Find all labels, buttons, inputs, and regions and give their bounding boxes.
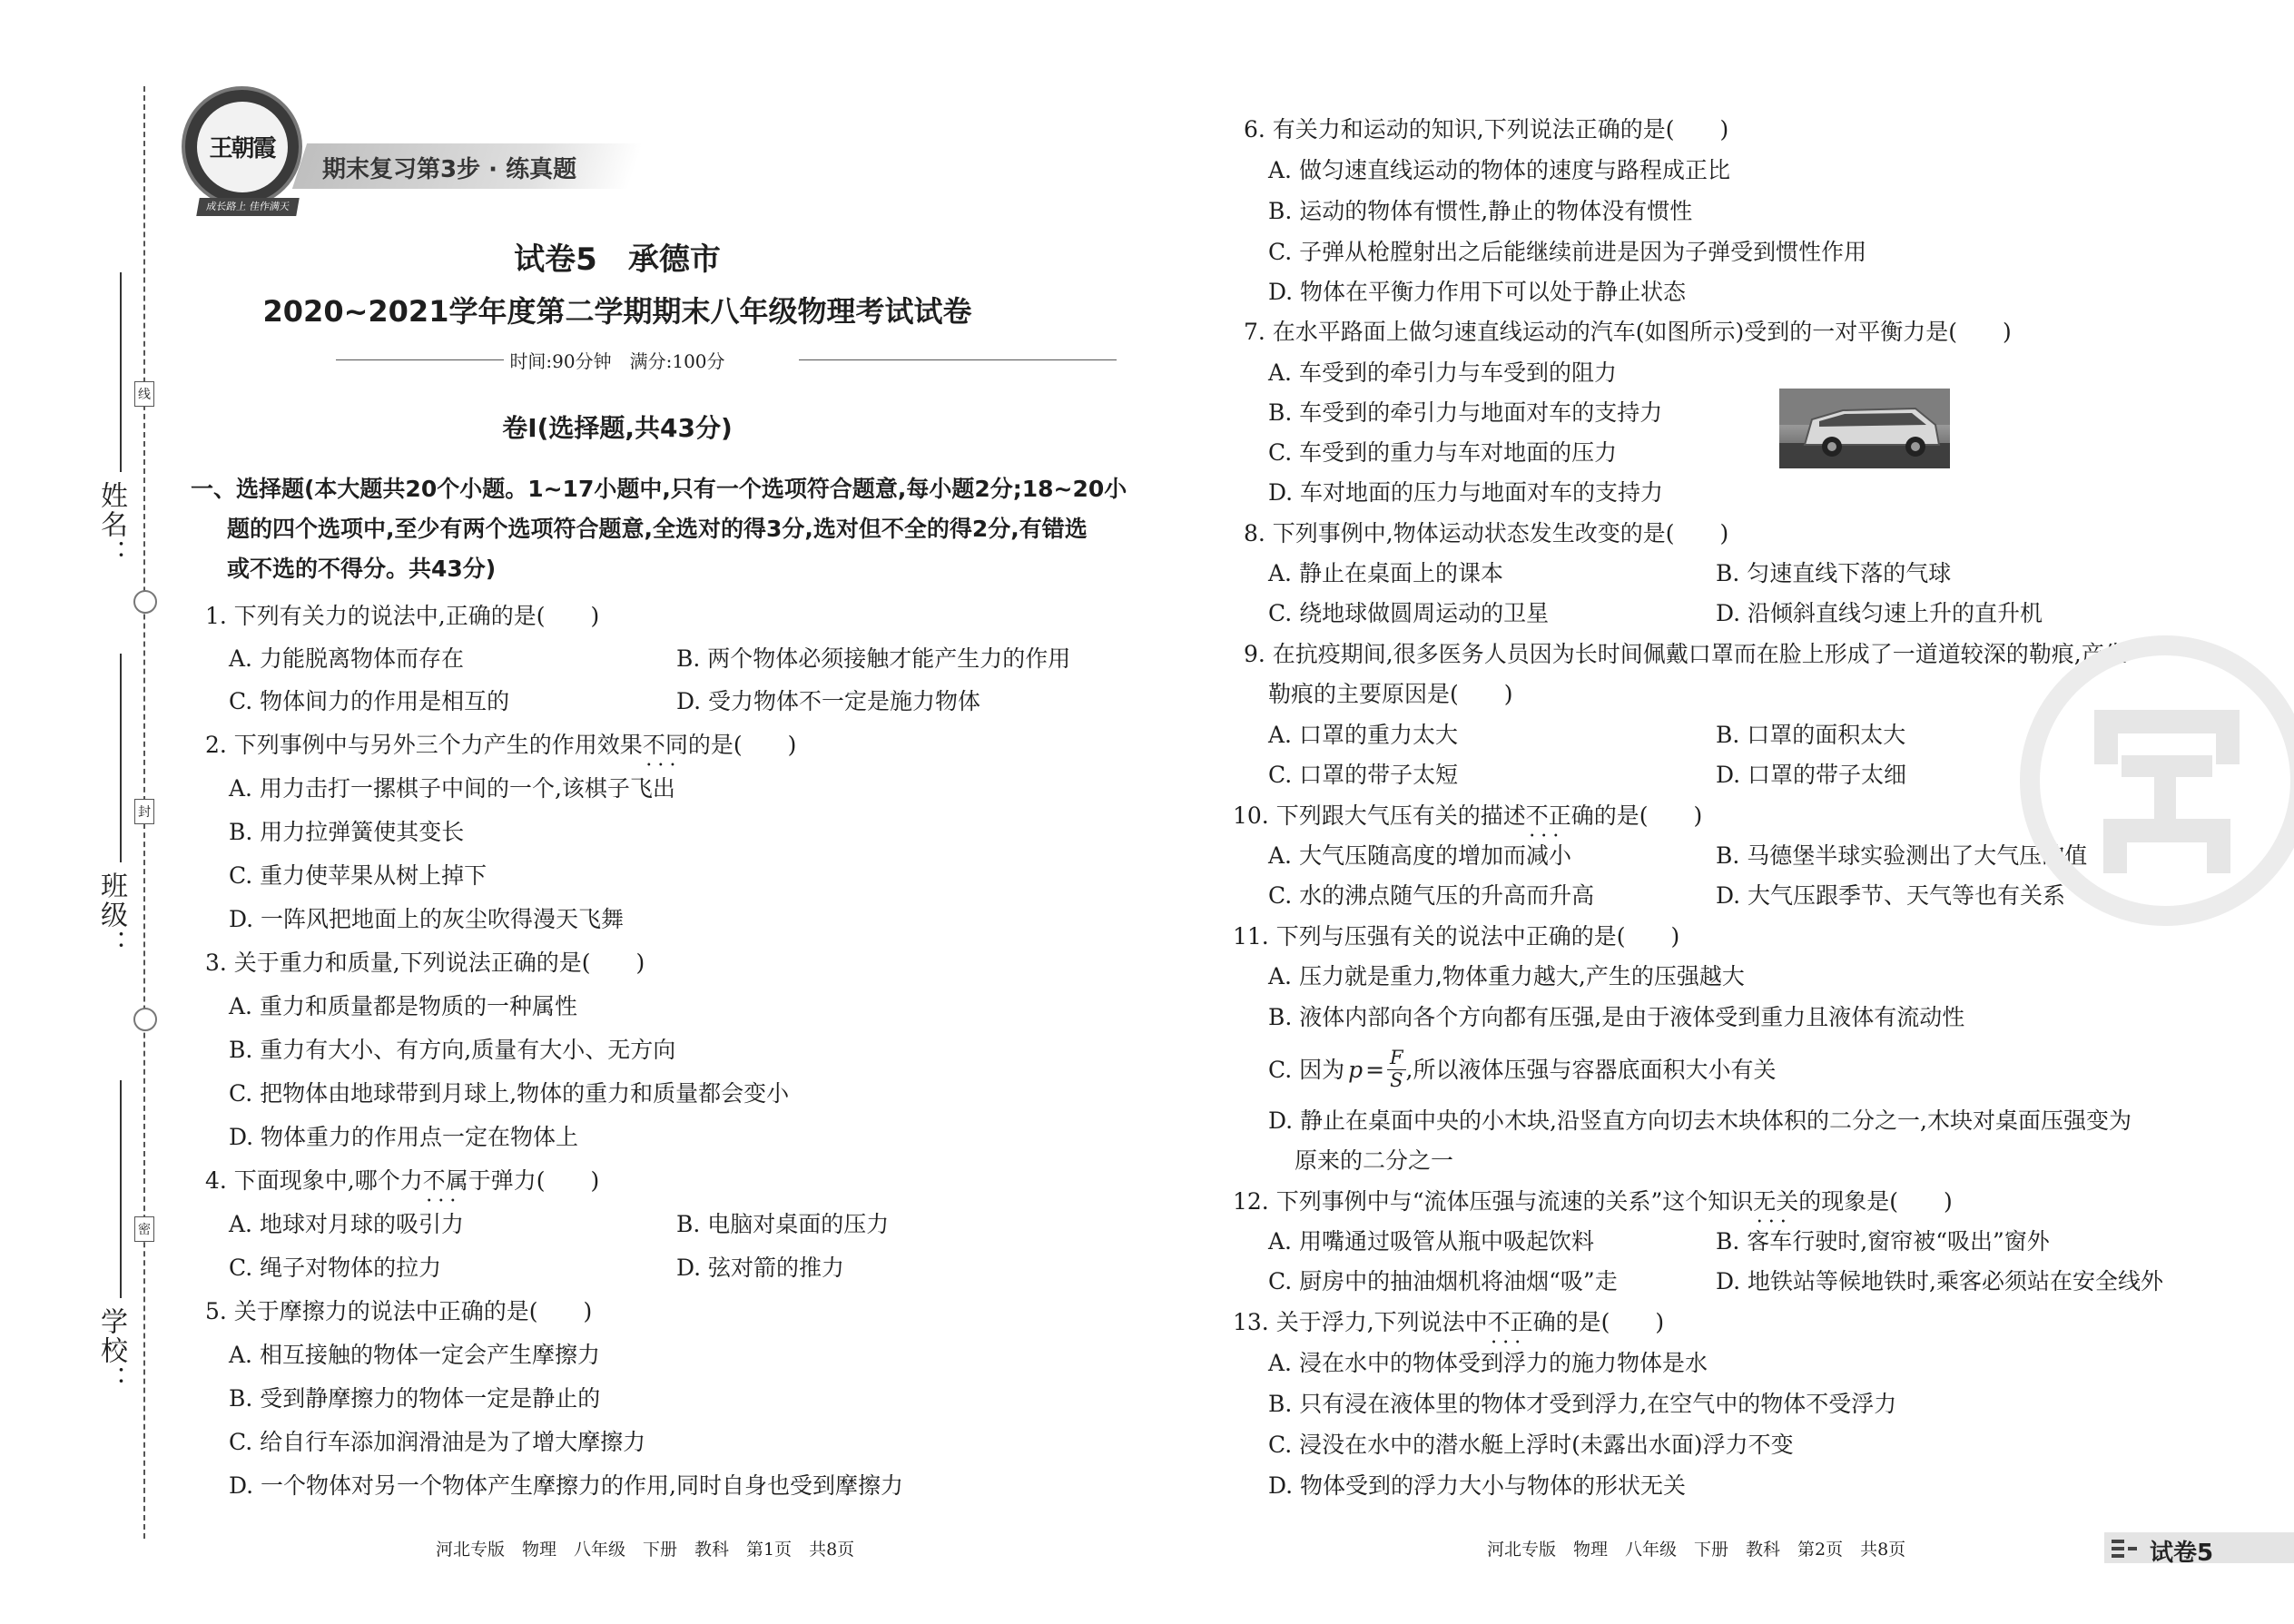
option-c	[1268, 1044, 1776, 1095]
stem-text: 13. 关于浮力,下列说法中	[1233, 1309, 1488, 1335]
option-a: A. 重力和质量都是物质的一种属性	[229, 993, 577, 1019]
paper-title: 试卷5 承德市	[514, 241, 721, 278]
option-b: B. 客车行驶时,窗帘被“吸出”窗外	[1716, 1228, 2050, 1255]
option-b: B. 受到静摩擦力的物体一定是静止的	[229, 1385, 601, 1412]
question-stem: 3. 关于重力和质量,下列说法正确的是( )	[205, 950, 645, 976]
option-d: D. 口罩的带子太细	[1716, 762, 1907, 788]
option-text: ,所以液体压强与容器底面积大小有关	[1405, 1056, 1777, 1083]
binding-mark-xian: 线	[134, 381, 154, 407]
question-stem	[1233, 1311, 1664, 1334]
school-label: 学校：	[95, 1307, 127, 1394]
question-stem: 8. 下列事例中,物体运动状态发生改变的是( )	[1244, 520, 1729, 546]
option-d: D. 物体在平衡力作用下可以处于静止状态	[1268, 279, 1687, 305]
option-c: C. 厨房中的抽油烟机将油烟“吸”走	[1268, 1268, 1618, 1294]
option-b: B. 马德堡半球实验测出了大气压的值	[1716, 842, 2088, 869]
section-title: 卷Ⅰ(选择题,共43分)	[502, 413, 733, 443]
school-field[interactable]	[120, 1080, 122, 1298]
option-a: A. 静止在桌面上的课本	[1268, 560, 1503, 586]
question-stem: 7. 在水平路面上做匀速直线运动的汽车(如图所示)受到的一对平衡力是( )	[1244, 319, 2012, 345]
option-d-cont: 原来的二分之一	[1295, 1147, 1454, 1174]
name-label: 姓名：	[95, 481, 127, 568]
binding-mark-feng: 封	[134, 799, 154, 824]
option-d: D. 静止在桌面中央的小木块,沿竖直方向切去木块体积的二分之一,木块对桌面压强变为	[1268, 1107, 2132, 1134]
option-d: D. 受力物体不一定是施力物体	[676, 688, 981, 714]
option-b: B. 用力拉弹簧使其变长	[229, 819, 465, 845]
option-a: A. 大气压随高度的增加而减小	[1268, 842, 1571, 869]
stem-emphasis: 不正确 • • •	[1488, 1309, 1556, 1335]
formula-denominator: S	[1387, 1069, 1405, 1091]
option-a: A. 用力击打一摞棋子中间的一个,该棋子飞出	[229, 775, 675, 802]
question-stem: 11. 下列与压强有关的说法中正确的是( )	[1233, 923, 1680, 950]
stem-text: 的是( )	[687, 732, 797, 758]
formula-fraction	[1387, 1048, 1405, 1090]
option-c: C. 浸没在水中的潜水艇上浮时(未露出水面)浮力不变	[1268, 1432, 1794, 1458]
option-b: B. 重力有大小、有方向,质量有大小、无方向	[229, 1037, 676, 1063]
stem-text: 的是( )	[1593, 802, 1703, 829]
option-a: A. 口罩的重力太大	[1268, 722, 1458, 748]
option-d: D. 一个物体对另一个物体产生摩擦力的作用,同时自身也受到摩擦力	[229, 1472, 903, 1499]
binding-hole-icon	[133, 590, 157, 614]
formula-p: p	[1348, 1056, 1364, 1083]
footer-tab	[2104, 1532, 2294, 1567]
option-c: C. 把物体由地球带到月球上,物体的重力和质量都会变小	[229, 1080, 790, 1107]
instructions-line: 一、选择题(本大题共20个小题。1~17小题中,只有一个选项符合题意,每小题2分;18~20小	[191, 476, 1127, 502]
option-c: C. 口罩的带子太短	[1268, 762, 1459, 788]
option-a: A. 车受到的牵引力与车受到的阻力	[1268, 359, 1617, 386]
class-label: 班级：	[95, 871, 127, 959]
option-c: C. 水的沸点随气压的升高而升高	[1268, 882, 1595, 909]
banner-text: 期末复习第3步 · 练真题	[322, 156, 577, 183]
option-b: B. 匀速直线下落的气球	[1716, 560, 1952, 586]
option-a: A. 地球对月球的吸引力	[229, 1211, 464, 1237]
option-d: D. 地铁站等候地铁时,乘客必须站在安全线外	[1716, 1268, 2163, 1294]
stem-text: 4. 下面现象中,哪个力	[205, 1167, 423, 1194]
option-d: D. 物体受到的浮力大小与物体的形状无关	[1268, 1472, 1687, 1499]
question-stem: 5. 关于摩擦力的说法中正确的是( )	[205, 1298, 593, 1324]
option-a: A. 浸在水中的物体受到浮力的施力物体是水	[1268, 1350, 1708, 1376]
question-stem: 1. 下列有关力的说法中,正确的是( )	[205, 603, 600, 629]
footer-tab-label: 试卷5	[2150, 1540, 2214, 1567]
option-a: A. 做匀速直线运动的物体的速度与路程成正比	[1268, 157, 1730, 183]
formula-numerator: F	[1390, 1047, 1403, 1069]
binding-hole-icon	[133, 1008, 157, 1031]
footer-right: 河北专版 物理 八年级 下册 教科 第2页 共8页	[1487, 1540, 1906, 1560]
option-d: D. 车对地面的压力与地面对车的支持力	[1268, 479, 1664, 506]
footer-left: 河北专版 物理 八年级 下册 教科 第1页 共8页	[436, 1540, 855, 1560]
stem-text: 12. 下列事例中与“流体压强与流速的关系”这个知识	[1233, 1188, 1754, 1215]
option-a: A. 力能脱离物体而存在	[229, 645, 464, 672]
question-stem: 6. 有关力和运动的知识,下列说法正确的是( )	[1244, 116, 1729, 143]
option-c: C. 子弹从枪膛射出之后能继续前进是因为子弹受到惯性作用	[1268, 239, 1867, 265]
option-a: A. 压力就是重力,物体重力越大,产生的压强越大	[1268, 963, 1745, 989]
logo-icon	[182, 86, 302, 207]
stem-emphasis: 不同 • • •	[643, 732, 688, 758]
option-d: D. 一阵风把地面上的灰尘吹得漫天飞舞	[229, 906, 625, 932]
instructions-line: 或不选的不得分。共43分)	[227, 556, 497, 582]
stem-emphasis: 不正确 • • •	[1526, 802, 1594, 829]
option-b: B. 车受到的牵引力与地面对车的支持力	[1268, 399, 1663, 426]
option-b: B. 运动的物体有惯性,静止的物体没有惯性	[1268, 198, 1693, 224]
stem-text: 10. 下列跟大气压有关的描述	[1233, 802, 1526, 829]
minivan-icon	[1779, 389, 1950, 468]
stem-emphasis: 无关 • • •	[1753, 1188, 1798, 1215]
question-stem	[205, 1169, 599, 1192]
option-c: C. 车受到的重力与车对地面的压力	[1268, 439, 1618, 466]
option-d: D. 大气压跟季节、天气等也有关系	[1716, 882, 2066, 909]
question-stem: 9. 在抗疫期间,很多医务人员因为长时间佩戴口罩而在脸上形成了一道道较深的勒痕,产生	[1244, 641, 2127, 667]
question-stem	[1233, 1190, 1953, 1213]
info-rule-right	[799, 359, 1117, 360]
paper-subtitle: 2020~2021学年度第二学期期末八年级物理考试试卷	[262, 294, 972, 329]
question-stem	[205, 733, 796, 756]
option-b: B. 口罩的面积太大	[1716, 722, 1906, 748]
stem-text: 2. 下列事例中与另外三个力产生的作用效果	[205, 732, 643, 758]
stem-text: 的是( )	[1555, 1309, 1665, 1335]
logo-ribbon: 成长路上 佳作满天	[196, 198, 300, 216]
question-stem: 勒痕的主要原因是( )	[1268, 681, 1513, 707]
stem-text: 弹力( )	[490, 1167, 600, 1194]
option-a: A. 用嘴通过吸管从瓶中吸起饮料	[1268, 1228, 1594, 1255]
car-image	[1779, 389, 1950, 468]
option-d: D. 沿倾斜直线匀速上升的直升机	[1716, 600, 2043, 626]
option-text: C. 因为	[1268, 1056, 1345, 1083]
option-c: C. 绳子对物体的拉力	[229, 1255, 442, 1281]
option-c: C. 给自行车添加润滑油是为了增大摩擦力	[229, 1429, 646, 1455]
class-field[interactable]	[120, 654, 122, 862]
stem-emphasis: 不属于 • • •	[423, 1167, 491, 1194]
stem-text: 的现象是( )	[1798, 1188, 1953, 1215]
option-b: B. 电脑对桌面的压力	[676, 1211, 890, 1237]
exam-info: 时间:90分钟 满分:100分	[509, 350, 725, 372]
logo-text: 王朝霞	[209, 135, 275, 162]
option-b: B. 两个物体必须接触才能产生力的作用	[676, 645, 1071, 672]
instructions-line: 题的四个选项中,至少有两个选项符合题意,全选对的得3分,选对但不全的得2分,有错选	[227, 516, 1088, 542]
option-d: D. 物体重力的作用点一定在物体上	[229, 1124, 579, 1150]
option-b: B. 只有浸在液体里的物体才受到浮力,在空气中的物体不受浮力	[1268, 1391, 1897, 1417]
option-d: D. 弦对箭的推力	[676, 1255, 845, 1281]
option-a: A. 相互接触的物体一定会产生摩擦力	[229, 1342, 600, 1368]
option-b: B. 液体内部向各个方向都有压强,是由于液体受到重力且液体有流动性	[1268, 1004, 1965, 1030]
option-c: C. 物体间力的作用是相互的	[229, 688, 510, 714]
formula-equals: =	[1365, 1056, 1385, 1083]
confidential-seal-icon	[2020, 635, 2294, 926]
option-c: C. 绕地球做圆周运动的卫星	[1268, 600, 1550, 626]
option-c: C. 重力使苹果从树上掉下	[229, 862, 487, 889]
binding-mark-mi: 密	[134, 1216, 154, 1242]
question-stem	[1233, 804, 1702, 827]
